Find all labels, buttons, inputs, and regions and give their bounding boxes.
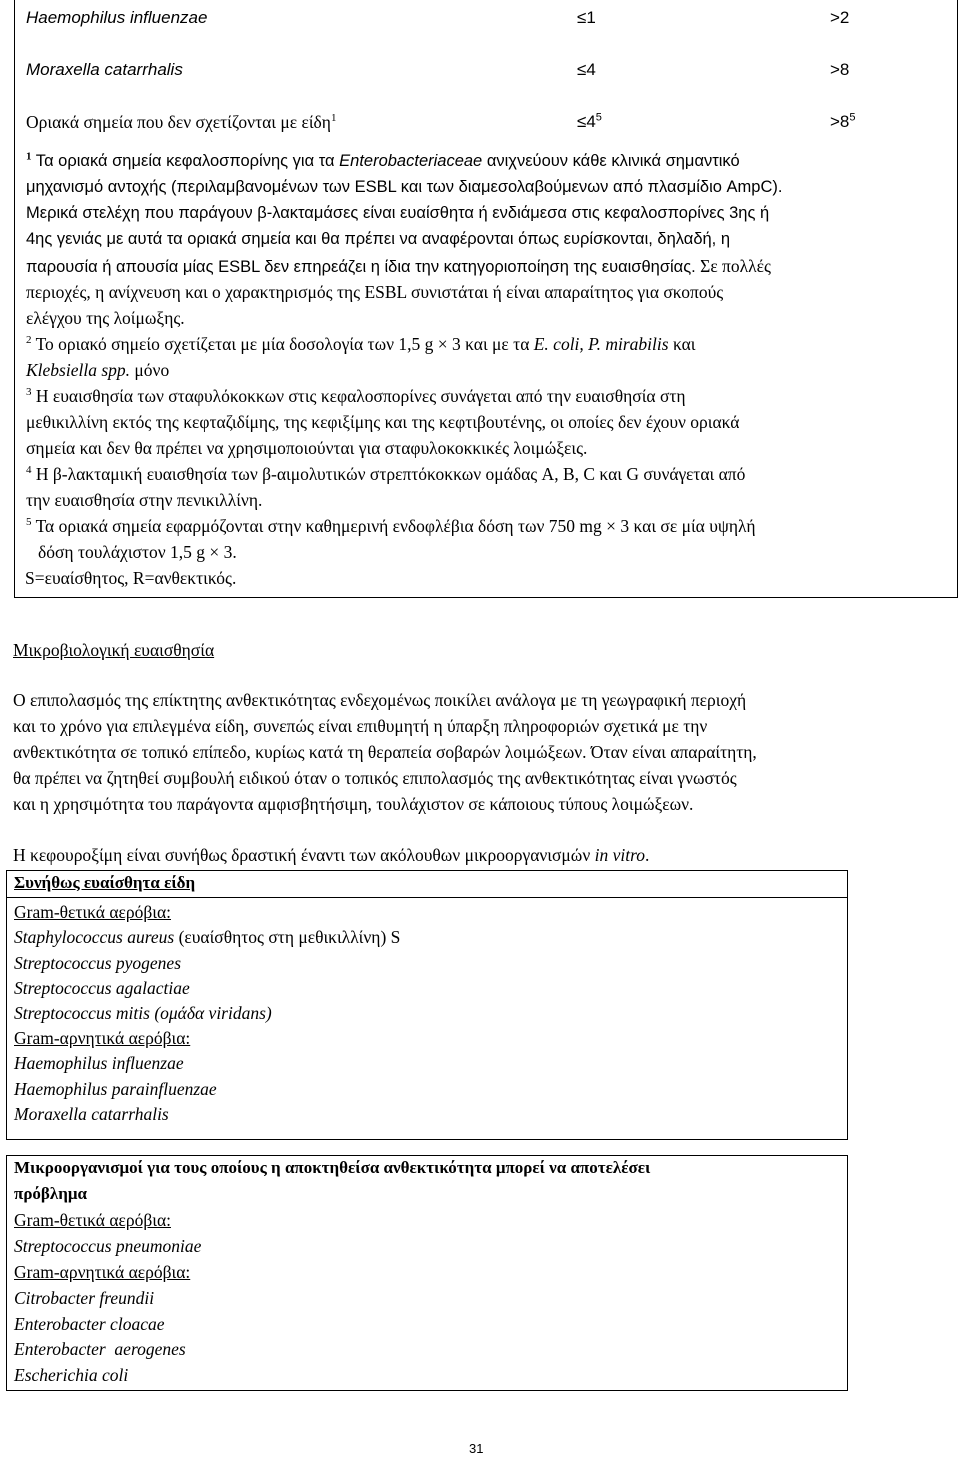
footnote-1-line: μηχανισμό αντοχής (περιλαμβανομένων των ESBL και των διαμεσολαβούμενων από πλασμίδιο AmpC). xyxy=(26,178,783,196)
susceptible-cell: ≤4 xyxy=(577,60,596,79)
footnote-4-line: την ευαισθησία στην πενικιλλίνη. xyxy=(26,490,263,510)
breakpoints-table xyxy=(14,0,958,598)
gram-positive-label: Gram-θετικά αερόβια: xyxy=(14,1210,171,1230)
table-row xyxy=(15,4,957,30)
organism-cell: Οριακά σημεία που δεν σχετίζονται με είδη$^1$ xyxy=(26,112,337,132)
paragraph-line: θα πρέπει να ζητηθεί συμβουλή ειδικού όταν ο τοπικός επιπολασμός της ανθεκτικότητας είναι γνωστός xyxy=(13,768,737,788)
species-item: Escherichia coli xyxy=(14,1365,129,1385)
legend: S=ευαίσθητος, R=ανθεκτικός. xyxy=(25,568,237,588)
footnote-1-line: παρουσία ή απουσία μίας ESBL δεν επηρεάζει η ίδια την κατηγοριοποίηση της ευαισθησίας. Σε πολλές xyxy=(26,256,771,276)
box-heading: Μικροοργανισμοί για τους οποίους η αποκτηθείσα ανθεκτικότητα μπορεί να αποτελέσει xyxy=(14,1158,651,1177)
paragraph-line: Η κεφουροξίμη είναι συνήθως δραστική έναντι των ακόλουθων μικροοργανισμών in vitro. xyxy=(13,845,650,865)
susceptible-cell: $\le 4^5$ xyxy=(577,111,602,131)
resistant-cell: >8 xyxy=(830,60,850,79)
species-item: Haemophilus influenzae xyxy=(14,1053,184,1073)
footnote-3-line: $^3$ Η ευαισθησία των σταφυλόκοκκων στις κεφαλοσπορίνες συνάγεται από την ευαισθησία στη xyxy=(26,386,686,406)
species-item: Streptococcus pyogenes xyxy=(14,953,182,973)
footnote-1-line: Μερικά στελέχη που παράγουν β-λακταμάσες είναι ευαίσθητα ή ενδιάμεσα στις κεφαλοσπορίνες 3ης ή xyxy=(26,204,770,222)
page-number: 31 xyxy=(469,1441,484,1456)
species-item: Streptococcus pneumoniae xyxy=(14,1236,202,1256)
box-heading: πρόβλημα xyxy=(14,1184,87,1203)
susceptible-cell: ≤1 xyxy=(577,8,596,27)
footnote-2-line: $^2$ Το οριακό σημείο σχετίζεται με μία δοσολογία των 1,5 g × 3 και με τα E. coli, P. mirabilis και xyxy=(26,334,696,354)
species-item: Enterobacter aerogenes xyxy=(14,1339,186,1359)
species-item: Streptococcus agalactiae xyxy=(14,978,190,998)
footnote-2-line: Klebsiella spp. μόνο xyxy=(26,360,170,380)
species-item: Enterobacter cloacae xyxy=(14,1314,165,1334)
paragraph-line: ανθεκτικότητα σε τοπικό επίπεδο, κυρίως κατά τη θεραπεία σοβαρών λοιμώξεων. Όταν είναι απαραίτητη, xyxy=(13,742,757,762)
box-heading: Συνήθως ευαίσθητα είδη xyxy=(14,873,196,892)
footnote-1-line: περιοχές, η ανίχνευση και ο χαρακτηρισμός της ESBL συνιστάται ή είναι απαραίτητος για σκοπούς xyxy=(26,282,724,302)
paragraph-line: Ο επιπολασμός της επίκτητης ανθεκτικότητας ενδεχομένως ποικίλει ανάλογα με τη γεωγραφική περιοχή xyxy=(13,690,747,710)
species-item: Citrobacter freundii xyxy=(14,1288,155,1308)
footnote-5-line: δόση τουλάχιστον 1,5 g × 3. xyxy=(38,542,237,562)
footnote-3-line: μεθικιλλίνη εκτός της κεφταζιδίμης, της κεφιξίμης και της κεφτιβουτένης, οι οποίες δεν έχουν οριακά xyxy=(26,412,740,432)
species-item: Staphylococcus aureus (ευαίσθητος στη μεθικιλλίνη) S xyxy=(14,927,401,947)
species-item: Streptococcus mitis (ομάδα viridans) xyxy=(14,1003,272,1023)
resistant-cell: $>8^5$ xyxy=(830,111,856,131)
footnote-3-line: σημεία και δεν θα πρέπει να χρησιμοποιούνται για σταφυλοκοκκικές λοιμώξεις. xyxy=(26,438,588,458)
species-item: Moraxella catarrhalis xyxy=(14,1104,169,1124)
footnote-1-line: $^1$ Τα οριακά σημεία κεφαλοσπορίνης για τα Enterobacteriaceae ανιχνεύουν κάθε κλινικά σημαντικό xyxy=(26,150,740,170)
box-divider xyxy=(7,897,847,898)
footnote-1-line: ελέγχου της λοίμωξης. xyxy=(26,308,185,328)
species-item: Haemophilus parainfluenzae xyxy=(14,1079,217,1099)
susceptible-species-box xyxy=(6,870,848,1140)
section-heading: Μικροβιολογική ευαισθησία xyxy=(13,640,215,660)
resistance-problem-box xyxy=(6,1155,848,1391)
paragraph-line: και το χρόνο για επιλεγμένα είδη, συνεπώς είναι επιθυμητή η ύπαρξη πληροφοριών σχετικά με την xyxy=(13,716,708,736)
footnote-4-line: $^4$ Η β-λακταμική ευαισθησία των β-αιμολυτικών στρεπτόκοκκων ομάδας A, B, C και G συνάγεται από xyxy=(26,464,746,484)
footnote-1-line: 4ης γενιάς με αυτά τα οριακά σημεία και θα πρέπει να αναφέρονται όπως ευρίσκονται, δηλαδή, η xyxy=(26,230,731,248)
gram-negative-label: Gram-αρνητικά αερόβια: xyxy=(14,1262,191,1282)
organism-cell: Moraxella catarrhalis xyxy=(26,60,183,79)
gram-negative-label: Gram-αρνητικά αερόβια: xyxy=(14,1028,191,1048)
paragraph-line: και η χρησιμότητα του παράγοντα αμφισβητήσιμη, τουλάχιστον σε κάποιους τύπους λοιμώξεων. xyxy=(13,794,694,814)
table-row xyxy=(15,108,957,134)
resistant-cell: >2 xyxy=(830,8,850,27)
organism-cell: Haemophilus influenzae xyxy=(26,8,208,27)
gram-positive-label: Gram-θετικά αερόβια: xyxy=(14,902,171,922)
footnote-5-line: $^5$ Τα οριακά σημεία εφαρμόζονται στην καθημερινή ενδοφλέβια δόση των 750 mg × 3 και σε μία υψηλή xyxy=(26,516,756,536)
table-row xyxy=(15,56,957,82)
